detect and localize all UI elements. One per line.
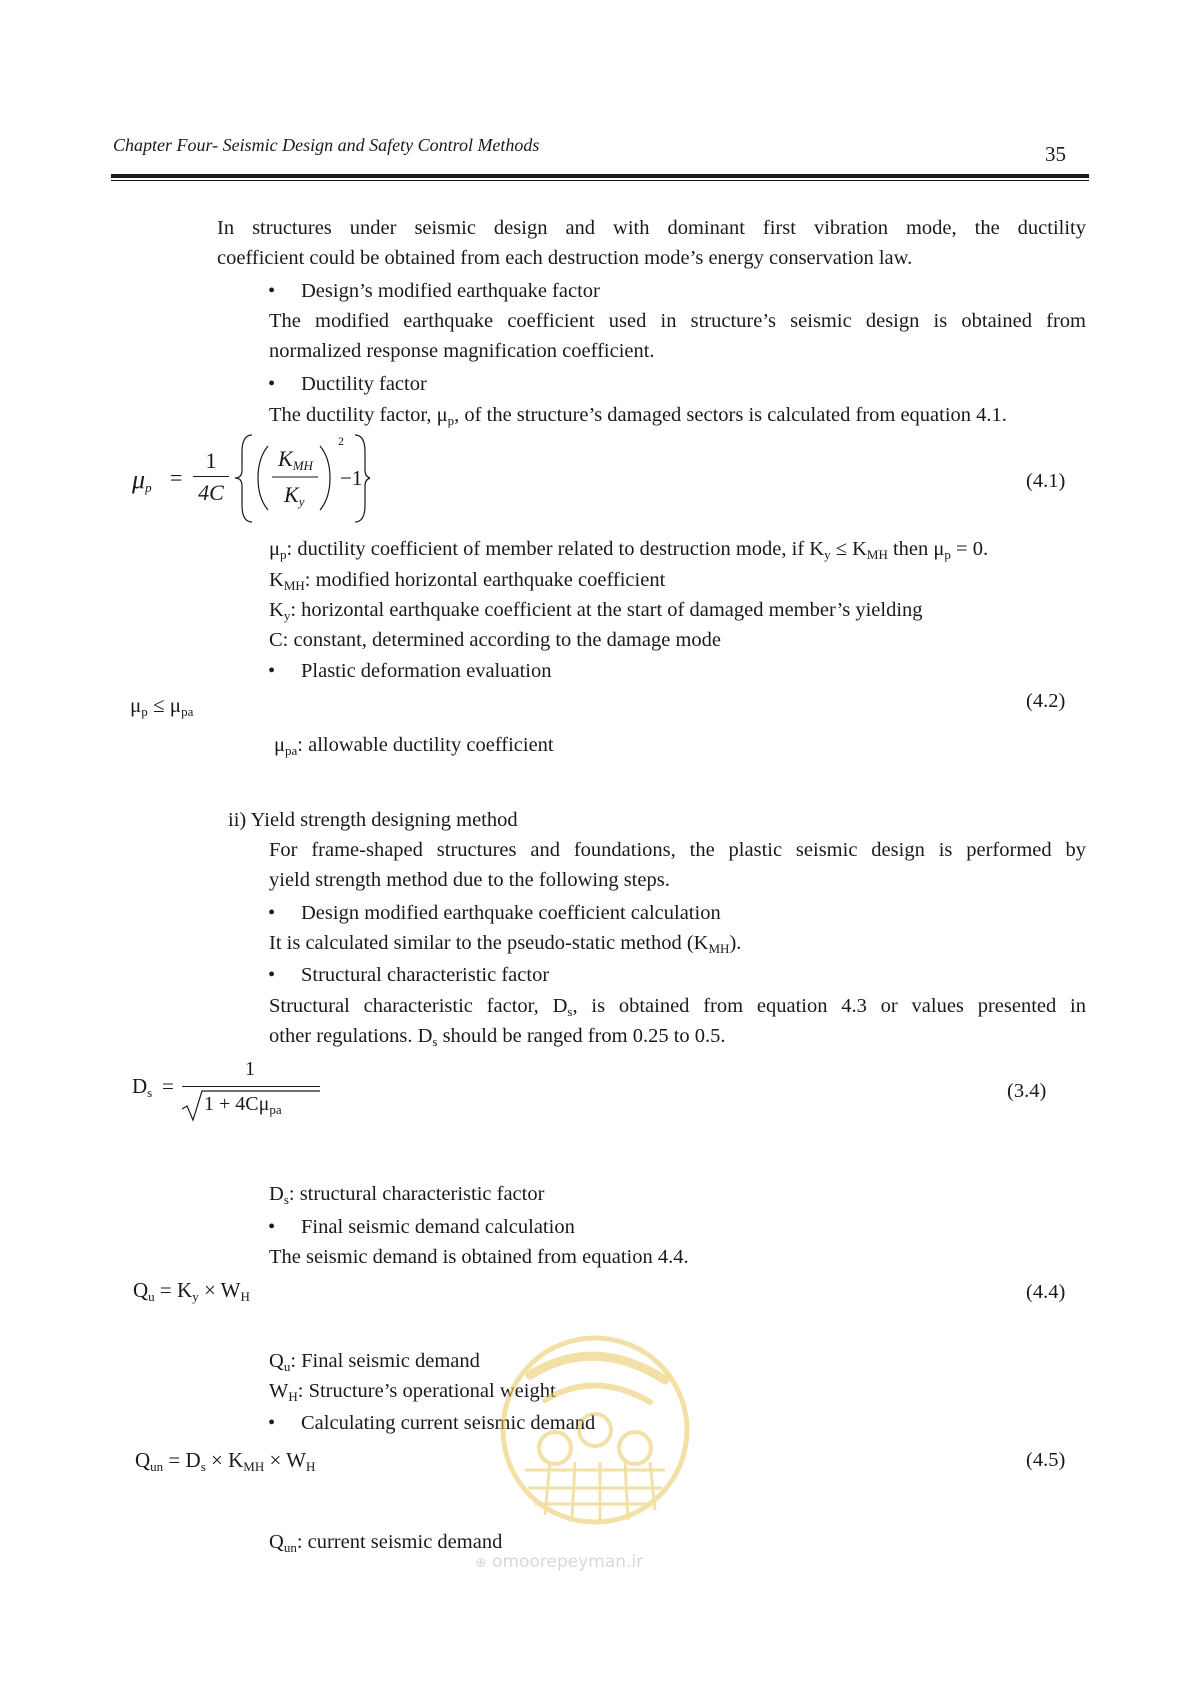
def-mu-p: $\mu_p$: ductility coefficient of member related to destruction mode, if $K_y \le K_{MH}$ then $\mu_p = 0$. [269,538,989,562]
def-c: C: constant, determined according to the damage mode [269,629,721,651]
bullet-dot: • [268,373,276,395]
def-k-mh: $K_{MH}$: modified horizontal earthquake coefficient [269,569,666,593]
equation-4-1 [130,430,370,530]
struct-char-line-2: other regulations. $D_s$ should be ranged from 0.25 to 0.5. [269,1025,726,1049]
bullet-dot: • [268,1216,276,1238]
bullet-dot: • [268,902,276,924]
header-rule [111,174,1089,178]
bullet-label: Final seismic demand calculation [301,1216,575,1238]
bullet-label: Design’s modified earthquake factor [301,280,600,302]
eq41-minus-one: −1 [340,466,363,490]
eq34-denominator: $1 + 4C\mu_{pa}$ [204,1093,282,1117]
bullet-label: Plastic deformation evaluation [301,660,552,682]
equation-number-4-1: (4.1) [1026,470,1066,492]
frame-line-1: For frame-shaped structures and foundations, the plastic seismic design is performed by [269,839,1086,861]
eq41-numerator: 1 [205,448,217,473]
eq41-lhs: $\mu_p$ [132,465,152,495]
eq41-k-y: $K_y$ [284,482,305,509]
def-qun: $Q_{un}$: current seismic demand [269,1531,503,1555]
bullet-label: Ductility factor [301,373,427,395]
ductility-intro: The ductility factor, $\mu_p$, of the structure’s damaged sectors is calculated from equation 4.1. [269,404,1007,428]
equation-number-4-2: (4.2) [1026,690,1066,712]
intro-line-2: coefficient could be obtained from each destruction mode’s energy conservation law. [217,247,913,269]
bullet-dot: • [268,1412,276,1434]
bullet-dot: • [268,660,276,682]
eq34-lhs: $D_s$ [132,1074,153,1100]
bullet-label: Design modified earthquake coefficient calculation [301,902,721,924]
def-mu-pa: $\mu_{pa}$: allowable ductility coefficient [274,734,554,758]
modified-coef-line-2: normalized response magnification coefficient. [269,340,655,362]
calc-similar-line: It is calculated similar to the pseudo-static method $(K_{MH})$. [269,932,742,956]
modified-coef-line-1: The modified earthquake coefficient used in structure’s seismic design is obtained from [269,310,1086,332]
watermark-seal [475,1330,710,1580]
globe-icon: ⊕ [475,1555,487,1571]
eq41-k-mh: $K_{MH}$ [278,446,313,473]
seal-logo-icon [490,1330,710,1560]
eq34-numerator: 1 [245,1058,255,1080]
eq41-denominator: 4C [198,480,224,505]
header-rule-thin [111,180,1089,181]
equation-number-4-5: (4.5) [1026,1449,1066,1471]
bullet-label: Calculating current seismic demand [301,1412,596,1434]
bullet-dot: • [268,964,276,986]
final-demand-intro: The seismic demand is obtained from equation 4.4. [269,1246,689,1268]
def-qu: $Q_u$: Final seismic demand [269,1350,480,1374]
watermark-site: ⊕ omoorepeyman.ir [475,1552,644,1572]
equation-4-2: $\mu_p \le \mu_{pa}$ [130,693,194,719]
equation-3-4 [130,1056,300,1126]
frame-line-2: yield strength method due to the following steps. [269,869,670,891]
struct-char-line-1: Structural characteristic factor, $D_s$, is obtained from equation 4.3 or values presented in [269,995,1086,1019]
equation-number-3-4: (3.4) [1007,1080,1047,1102]
eq34-fraction-bar [182,1086,320,1087]
eq41-exponent: 2 [338,434,344,448]
page-number: 35 [1045,142,1066,166]
intro-line-1: In structures under seismic design and with dominant first vibration mode, the ductility [217,217,1086,239]
def-k-y: $K_y$: horizontal earthquake coefficient at the start of damaged member’s yielding [269,599,923,623]
running-header-title: Chapter Four- Seismic Design and Safety Control Methods [113,135,540,155]
equation-number-4-4: (4.4) [1026,1281,1066,1303]
eq41-equals: = [170,465,183,490]
bullet-label: Structural characteristic factor [301,964,550,986]
eq34-equals: = [162,1074,174,1098]
eq41-fraction-bar [193,476,229,477]
section-ii-heading: ii) Yield strength designing method [228,809,518,831]
equation-4-5: $Q_{un} = D_s \times K_{MH} \times W_H$ [135,1448,316,1474]
def-wh: $W_H$: Structure’s operational weight [269,1380,556,1404]
equation-4-4: $Q_u = K_y \times W_H$ [133,1278,250,1304]
def-ds: $D_s$: structural characteristic factor [269,1183,545,1207]
bullet-dot: • [268,280,276,302]
